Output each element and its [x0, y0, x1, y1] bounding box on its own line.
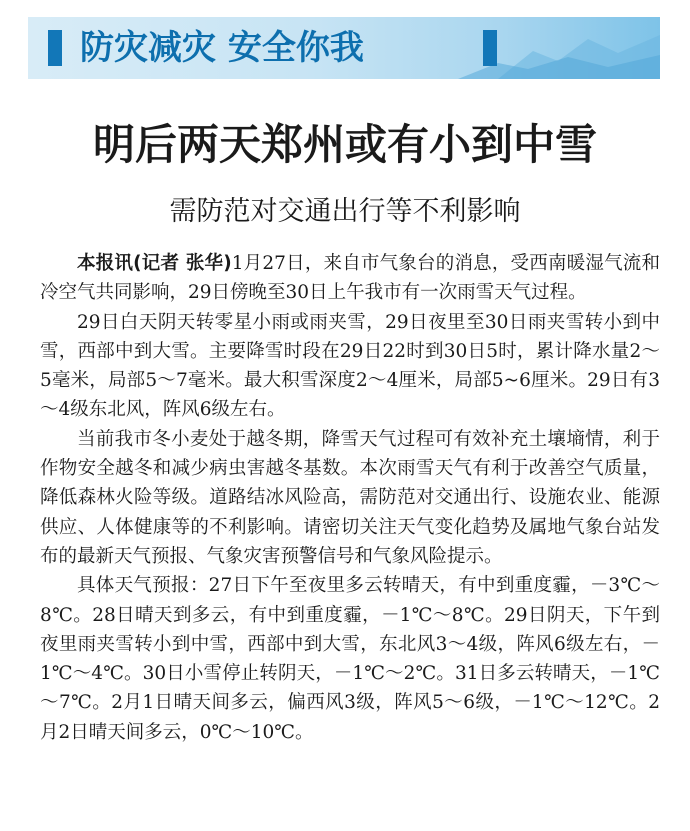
banner-left-bar	[48, 30, 62, 66]
article-subheadline: 需防范对交通出行等不利影响	[169, 196, 521, 227]
banner-right-bar	[483, 30, 497, 66]
article-paragraph-4: 具体天气预报：27日下午至夜里多云转晴天，有中到重度霾，－3℃～8℃。28日晴天到多云，有中到重度霾，－1℃～8℃。29日阴天，下午到夜里雨夹雪转小到中雪，西部中到大雪，东北风3～4级，阵风6级左右，－1℃～4℃。30日小雪停止转阴天，－1℃～2℃。31日多云转晴天，－1℃～7℃。2月1日晴天间多云，偏西风3级，阵风5～6级，－1℃～12℃。2月2日晴天间多云，0℃～10℃。	[40, 575, 660, 743]
article-paragraph-1	[40, 249, 660, 308]
article-paragraph-3: 当前我市冬小麦处于越冬期，降雪天气过程可有效补充土壤墒情，利于作物安全越冬和减少病虫害越冬基数。本次雨雪天气有利于改善空气质量，降低森林火险等级。道路结冰风险高，需防范对交通出行、设施农业、能源供应、人体健康等的不利影响。请密切关注天气变化趋势及属地气象台站发布的最新天气预报、气象灾害预警信号和气象风险提示。	[40, 428, 660, 567]
article-paragraph-2: 29日白天阴天转零星小雨或雨夹雪，29日夜里至30日雨夹雪转小到中雪，西部中到大雪。主要降雪时段在29日22时到30日5时，累计降水量2～5毫米，局部5～7毫米。最大积雪深度2～4厘米，局部5~6厘米。29日有3～4级东北风，阵风6级左右。	[40, 311, 660, 421]
article-body	[40, 249, 660, 747]
banner-title: 防灾减灾 安全你我	[80, 28, 364, 68]
article-paragraph-1-text: 1月27日，来自市气象台的消息，受西南暖湿气流和冷空气共同影响，29日傍晚至30日上午我市有一次雨雪天气过程。	[40, 253, 660, 304]
article-lead-label: 本报讯(记者 张华)	[77, 253, 232, 274]
section-banner	[28, 17, 660, 79]
article-headline: 明后两天郑州或有小到中雪	[92, 120, 597, 169]
